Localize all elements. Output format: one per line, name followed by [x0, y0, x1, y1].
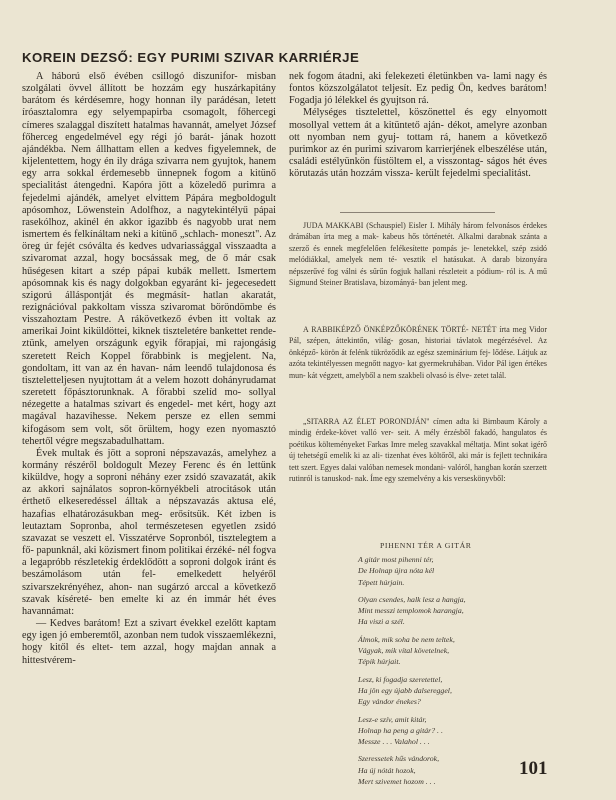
poem-line: De Holnap újra nóta kél	[358, 566, 435, 576]
poem-stanza	[358, 674, 538, 708]
poem-line: Mert szivemet hozom . . .	[358, 777, 436, 787]
paragraph: — Kedves barátom! Ezt a szivart évekkel ezelőtt kaptam egy igen jó emberemtől, azonban nem tudok visszaemlékezni, hogy kitől és eltet- tem azzal, hogy majdan annak a hittestvérem-	[22, 618, 276, 666]
review-gitarra	[289, 416, 547, 485]
left-column	[22, 71, 276, 667]
poem-line: Ha jön egy újabb dalsereggel,	[358, 685, 452, 695]
poem-line: Holnap ha peng a gitár? . .	[358, 725, 443, 735]
review-paragraph: „SITARRA AZ ÉLET PORONDJÁN" címen adta ki Birnbaum Károly a mindig érdeke-követ valló ver- seit. A mély érzésből fakadó, hangulatos és poétikus költeményeket Farkas Imre meleg szavakkal méltatja. Mint sokat igérő új tehetségű emelik ki az ali- tizenhat éves költőről, aki már is fejlett technikára tett szert. Egyes dalai valóban nemesek mondani- valóról, hangban korán szerzett rutinról is tanuskod- nak. Íme egy szemelvény a kis verseskönyvből:	[289, 417, 547, 484]
page-number: 101	[519, 758, 548, 779]
poem-line: Szeressetek hűs vándorok,	[358, 754, 440, 764]
review-rabbikepzo	[289, 324, 547, 381]
poem-line: Ha viszi a szél.	[358, 617, 405, 627]
poem-title: PIHENNI TÉR A GITÁR	[380, 541, 472, 550]
poem-line: Ha új nótát hozok,	[358, 765, 416, 775]
poem-stanza	[358, 594, 538, 628]
poem	[358, 554, 538, 793]
poem-stanza	[358, 714, 538, 748]
poem-line: Tépett húrjain.	[358, 577, 405, 587]
poem-stanza	[358, 753, 538, 787]
paragraph: nek fogom átadni, aki felekezeti életünkben va- lami nagy és fontos közszolgálatot teljesít. Ez pedig Ön, kedves barátom! Fogadja jó lélekkel és gyujtson rá.	[289, 71, 547, 107]
poem-line: Lesz-e szív, amit kitár,	[358, 714, 427, 724]
review-paragraph: JUDA MAKKABI (Schauspiel) Eisler I. Mihály három felvonásos érdekes drámában írta meg a mak- kabeus hős történetét. Alkalmi darabnak szánta a szerző és ennek megfelelően felékesítette pompás je- lenetekkel, szép zsidó melódiákkal, amelyek nem té- vesztik el hatásukat. A darab bizonyára népszerűvé fog válni és sűrűn fogjuk hallani részleteit a pódium- ról is. A mű Sigmund Steiner Bratislava, bizományá- ban jelent meg.	[289, 221, 547, 288]
poem-line: Lesz, ki fogadja szeretettel,	[358, 674, 443, 684]
poem-line: A gitár most pihenni tér,	[358, 555, 434, 564]
paragraph: Mélységes tisztelettel, köszönettel és egy elnyomott mosollyal vettem át a kitüntető aján- dékot, amelyre azonban ott nyomban nem gyuj- tottam rá, hanem a következő purimkor az én purimi szivarom karrierjének elbeszélése után, családi estélyünkön füstöltem el, a visszontag- ságos hét éves körutazás után hozzám vissza- került fejedelmi specialitást.	[289, 107, 547, 180]
poem-line: Mint messzi templomok harangja,	[358, 606, 464, 616]
poem-stanza	[358, 634, 538, 668]
poem-line: Messze . . . Valahol . . .	[358, 737, 430, 747]
paragraph: A háború első évében csillogó diszunifor- misban szolgálati övvel állított be hozzám egy huszárkapitány barátom és kérdésemre, hogy honnan ily parádésan, letett íróasztalomra egy selyempapirba csomagolt, főhercegi címeres szalaggal diszített hatalmas havannát, amelyet József főherceg engedelmével egy régi jó barát- jának hozott ajándékba. Nem állhattam ellen a kedves figyelemnek, de kijelentettem, hogy én ily drága szivarra nem gyujtok, hanem egy arra sokkal érdemesebb ünnepnek fogom a kitünő specialitást átengedni. Kapóra jött a közeledő purimra a fejedelmi ajándék, amelyet elvittem Pápára megboldogult apósomhoz, Löwenstein Adolfhoz, a nagytekintélyű pápai rasekólhoz, akinél én akkor igazibb és nagyobb urat nem ismertem és felkínáltam neki a kitünő „schlach- moneszt". Az öreg úr fejét csóválta és kedves udvariassággal visszaadta a szivaromat azzal, hogy bocsássak meg, de ő már csak hűségesen kitart a szép pápai kubák mellett. Ismertem apósomnak kis és nagy dolgokban egyaránt ki- jegecesedett szigorú álláspontját és megmásít- hatlan akaratát, rezignációval pakkoltam vissza szivaromat böröndömbe és visszahoztam Pestre. A rákövetkező évben itt voltak az amerikai Joint kiküldöttei, kiknek tiszteletére bankettet rende- ztünk, amelyen országunk egyik főrapjai, mi rajongásig szeretett Reich Koppel főrabbink is megjelent. Na, gondoltam, itt van az én havan- nám leendő tulajdonosa és tiszteletteljesen nyujtottam át a velem hozott dohányrudamat szeretett főpásztorunknak. A főrabbi szelíd mo- sollyal nézegette a hatalmas szivart és engedel- met kért, hogy azt magával hazavihesse. Nekem persze ez ellen semmi kifogásom sem volt, sőt örültem, hogy ezen nyomasztó tehertől végre megszabadulhattam.	[22, 71, 276, 447]
poem-line: Álmok, mik soha be nem teltek,	[358, 634, 455, 644]
poem-line: Tépik húrjait.	[358, 657, 401, 667]
review-juda-makkabi	[289, 220, 547, 289]
section-divider	[340, 212, 495, 213]
right-column	[289, 71, 547, 180]
review-paragraph: A RABBIKÉPZŐ ÖNKÉPZŐKÖRÉNEK TÖRTÉ- NETÉT írta meg Vidor Pál, szépen, áttekintőn, világ- gosan, historiai távlatok megérzésével. Az önképző- körön át felénk tükröződik az egész szeminárium fej- lődése. Látjuk az azóta tekintélyessen megnőtt nagyo- kat gyermekruhában. Vidor Pál igen értékes mun- kát végzett, amelyből a nem szakbeli olvasó is élve- zetet talál.	[289, 325, 547, 380]
poem-line: Olyan csendes, halk lesz a hangja,	[358, 594, 466, 604]
poem-line: Vágyak, mik vítal követelnek,	[358, 646, 450, 656]
poem-line: Egy vándor énekes?	[358, 697, 421, 707]
article-title: KOREIN DEZSŐ: EGY PURIMI SZIVAR KARRIÉRJE	[22, 50, 360, 65]
paragraph: Évek multak és jött a soproni népszavazás, amelyhez a kormány részéről boldogult Mezey Ferenc és én lettünk kiküldve, hogy a soproni néhány ezer zsidó szavazatát, akik az akkori sajnálatos sopron-környékbeli atrocitások után érthető elkeseredéssel álltak a népszavazás aktusa elé, hazafias elhatározásukban meg- erősítsük. Két izben is leutaztam Sopronba, ahol természetesen egyetlen zsidó szavazat se veszett el. Visszatérve Sopronból, tisztelegtem a fő- papunknál, aki közismert finom politikai érzéké- nél fogva a legapróbb részletekig érdeklődött a soproni dolgok iránt és beszámolásom után fel- emelkedett helyéről szivarszekrényéhez, ahon- nan sugárzó arccal a következő szavak kíséreté- ben emelte ki az én immár hét éves havannámat:	[22, 447, 276, 617]
poem-stanza	[358, 554, 538, 588]
